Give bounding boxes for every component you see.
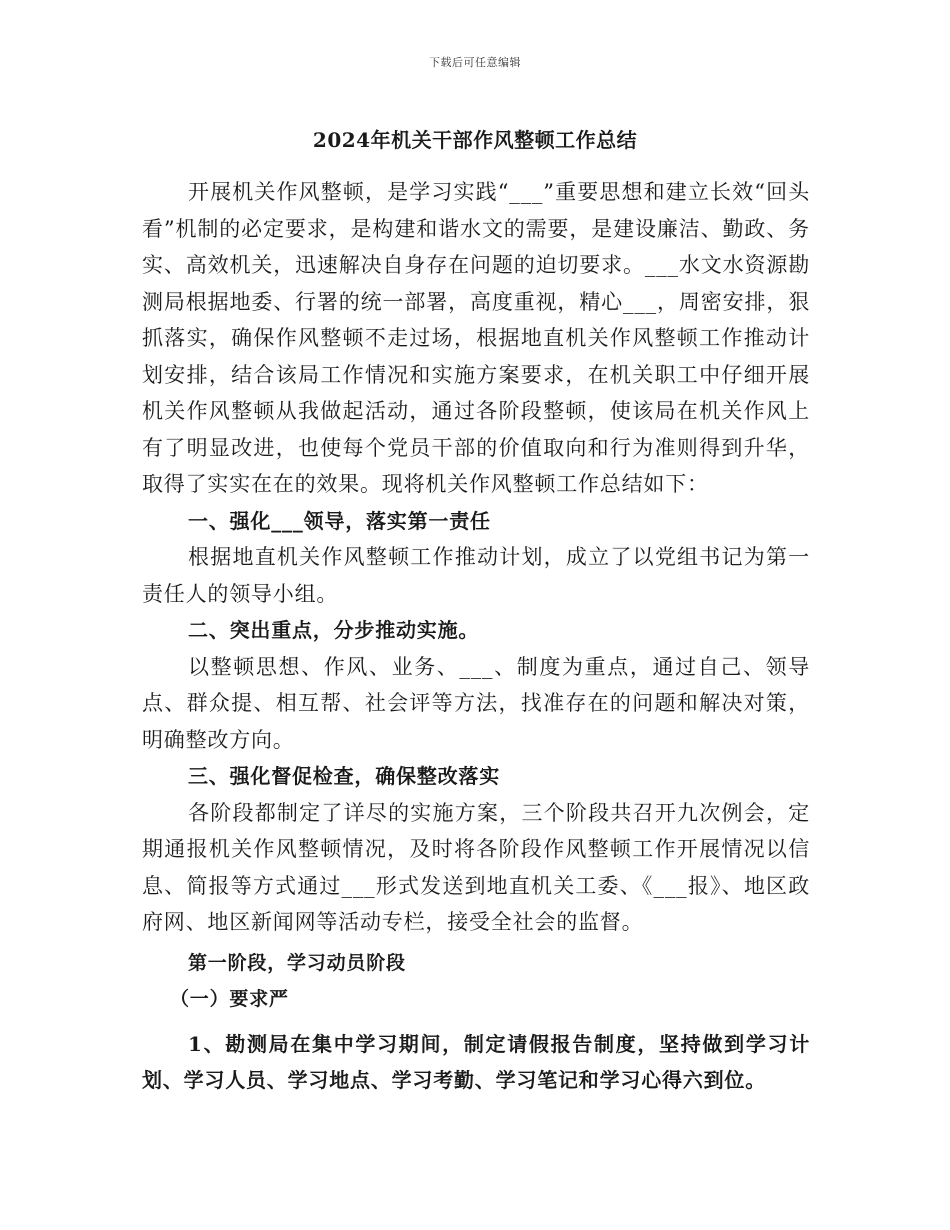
document-body — [142, 174, 810, 1099]
section-2-heading: 二、突出重点，分步推动实施。 — [188, 618, 480, 642]
subsection-1-heading: （一）要求严 — [170, 988, 289, 1010]
intro-paragraph: 开展机关作风整顿，是学习实践“___”重要思想和建立长效“回头看”机制的必定要求，是构建和谐水文的需要，是建设廉洁、勤政、务实、高效机关，迅速解决自身存在问题的迫切要求。___水文水资源勘测局根据地委、行署的统一部署，高度重视，精心___，周密安排，狠抓落实，确保作风整顿不走过场，根据地直机关作风整顿工作推动计划安排，结合该局工作情况和实施方案要求，在机关职工中仔细开展机关作风整顿从我做起活动，通过各阶段整顿，使该局在机关作风上有了明显改进，也使每个党员干部的价值取向和行为准则得到升华，取得了实实在在的效果。现将机关作风整顿工作总结如下： — [142, 180, 810, 496]
section-3-body: 各阶段都制定了详尽的实施方案，三个阶段共召开九次例会，定期通报机关作风整顿情况，及时将各阶段作风整顿工作开展情况以信息、简报等方式通过___形式发送到地直机关工委、《___报》、地区政府网、地区新闻网等活动专栏，接受全社会的监督。 — [142, 800, 810, 934]
section-1-heading: 一、强化___领导，落实第一责任 — [188, 508, 491, 533]
section-2-body: 以整顿思想、作风、业务、___、制度为重点，通过自己、领导点、群众提、相互帮、社会评等方法，找准存在的问题和解决对策，明确整改方向。 — [142, 654, 810, 752]
stage-1-heading: 第一阶段，学习动员阶段 — [188, 951, 406, 974]
header-note: 下载后可任意编辑 — [429, 56, 521, 69]
section-1-body: 根据地直机关作风整顿工作推动计划，成立了以党组书记为第一责任人的领导小组。 — [142, 545, 810, 606]
section-3-heading: 三、强化督促检查，确保整改落实 — [188, 764, 500, 788]
document-title: 2024年机关干部作风整顿工作总结 — [312, 128, 638, 152]
item-1-paragraph: 1、勘测局在集中学习期间，制定请假报告制度，坚持做到学习计划、学习人员、学习地点、学习考勤、学习笔记和学习心得六到位。 — [142, 1031, 810, 1092]
